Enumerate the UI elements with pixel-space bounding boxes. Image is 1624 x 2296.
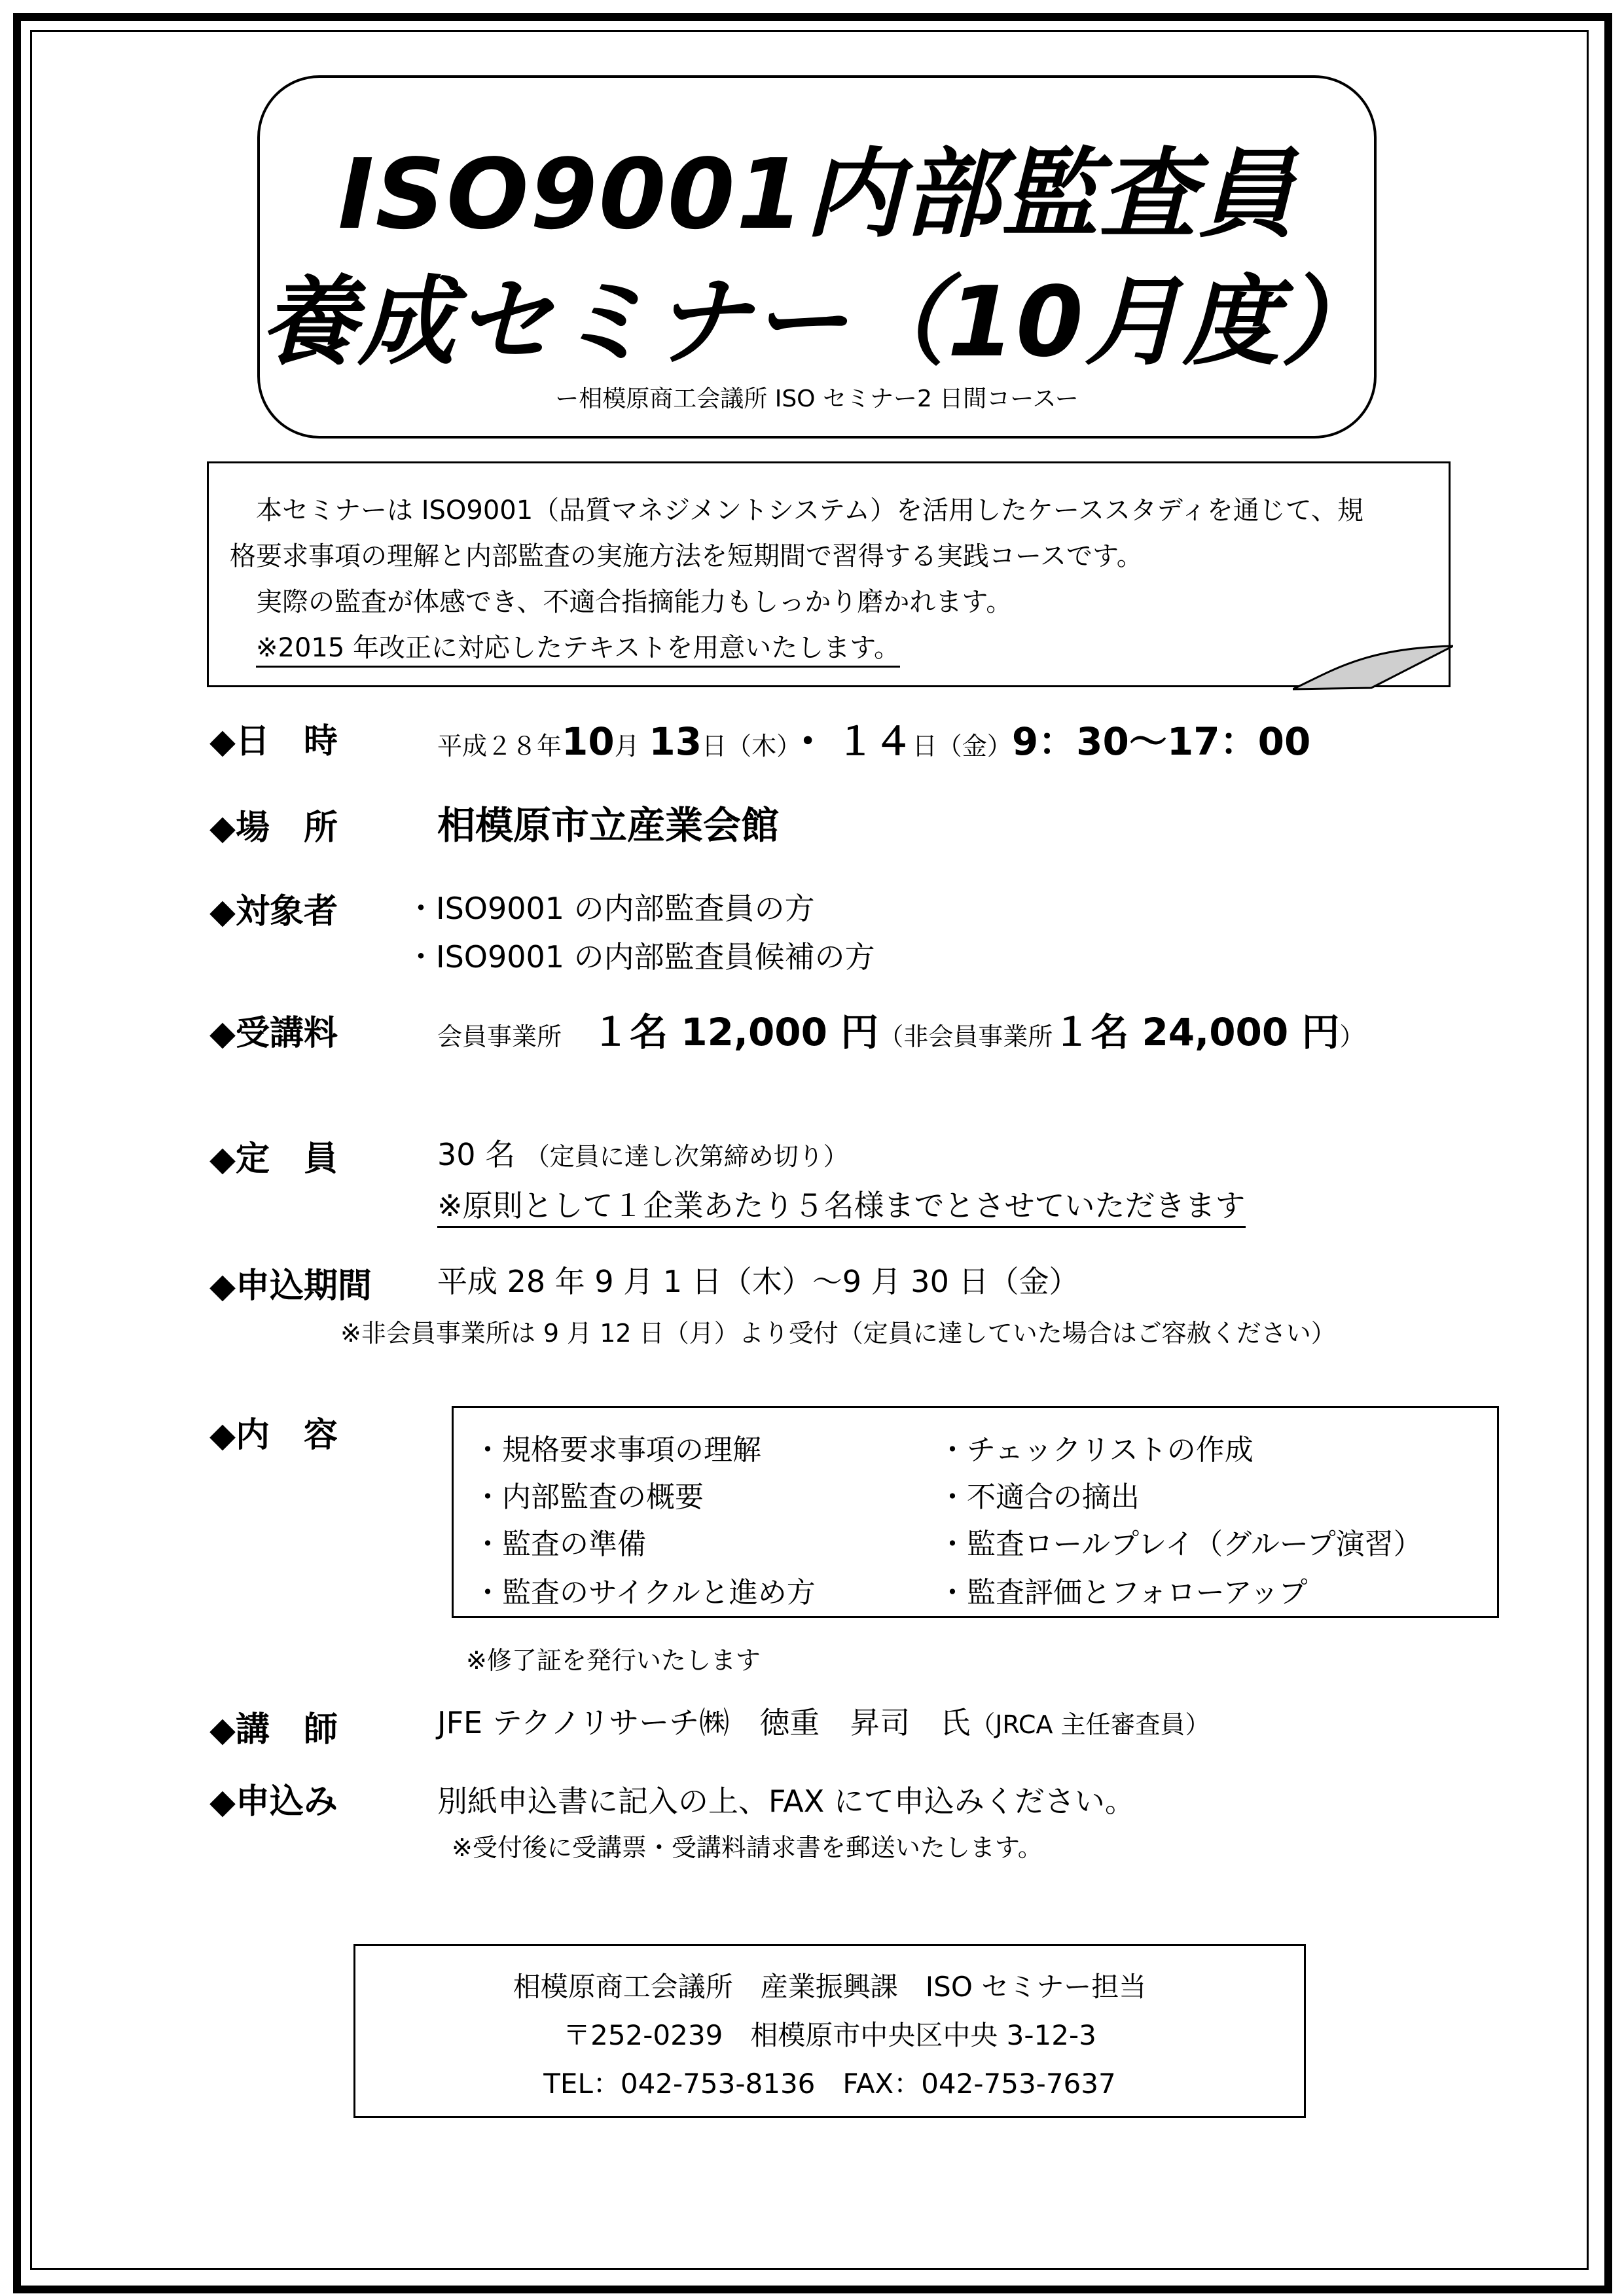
contact-box	[353, 1944, 1306, 2118]
fee-member-label: 会員事業所	[437, 1022, 562, 1051]
intro-line-3: 実際の監査が体感でき、不適合指摘能力もしっかり磨かれます。	[256, 587, 1013, 617]
capacity-count: 30 名	[437, 1137, 516, 1172]
intro-line-4	[256, 627, 900, 664]
venue-label: ◆場 所	[209, 808, 338, 848]
fee-label: ◆受講料	[209, 1014, 338, 1053]
capacity-label: ◆定 員	[209, 1139, 338, 1179]
instructor-value	[437, 1699, 1210, 1742]
datetime-era: 平成２８年	[437, 732, 562, 761]
title-line-2: 養成セミナー（10月度）	[260, 266, 1379, 378]
capacity-note-2-text: ※原則として１企業あたり５名様までとさせていただきます	[437, 1188, 1246, 1228]
content-item: ・監査ロールプレイ（グループ演習）	[938, 1528, 1422, 1561]
datetime-month-unit: 月	[614, 732, 640, 761]
period-label: ◆申込期間	[209, 1266, 372, 1306]
apply-label: ◆申込み	[209, 1782, 338, 1821]
fee-nonmember-value: １名 24,000 円	[1053, 1010, 1340, 1054]
fee-close-paren: ）	[1339, 1022, 1365, 1051]
content-item: ・内部監査の概要	[473, 1480, 704, 1514]
datetime-label: ◆日 時	[209, 722, 338, 761]
instructor-label: ◆講 師	[209, 1710, 338, 1749]
apply-value: 別紙申込書に記入の上、FAX にて申込みください。	[437, 1784, 1135, 1819]
instructor-note: （JRCA 主任審査員）	[970, 1710, 1210, 1739]
title-box	[257, 75, 1377, 439]
datetime-day2-unit: 日	[912, 732, 937, 761]
target-label: ◆対象者	[209, 892, 338, 931]
intro-box	[207, 461, 1451, 687]
intro-line-4-text: ※2015 年改正に対応したテキストを用意いたします。	[256, 633, 900, 668]
fee-member-value: １名 12,000 円	[592, 1010, 879, 1054]
fee-open-paren: （	[878, 1022, 904, 1051]
venue-value: 相模原市立産業会館	[437, 803, 780, 848]
intro-line-1: 本セミナーは ISO9001（品質マネジメントシステム）を活用したケーススタディを通じて、規	[256, 495, 1363, 526]
capacity-note: （定員に達し次第締め切り）	[524, 1142, 848, 1171]
period-note: ※非会員事業所は 9 月 12 日（月）より受付（定員に達していた場合はご容赦ください）	[340, 1319, 1336, 1348]
datetime-day1-unit: 日	[702, 732, 727, 761]
content-item: ・監査の準備	[473, 1528, 646, 1561]
instructor-name: JFE テクノリサーチ㈱ 徳重 昇司 氏	[437, 1705, 971, 1740]
capacity-value	[437, 1131, 848, 1174]
period-value: 平成 28 年 9 月 1 日（木）〜9 月 30 日（金）	[437, 1264, 1079, 1299]
content-item: ・監査評価とフォローアップ	[938, 1576, 1308, 1609]
datetime-month: 10	[562, 719, 615, 764]
page-curl-icon	[1293, 645, 1453, 691]
capacity-note-2	[437, 1182, 1246, 1225]
intro-line-2: 格要求事項の理解と内部監査の実施方法を短期間で習得する実践コースです。	[230, 541, 1143, 571]
content-box	[452, 1406, 1499, 1618]
datetime-value	[437, 711, 1310, 766]
datetime-dow1: （木）	[727, 732, 789, 761]
datetime-dow2: （金）	[937, 732, 1012, 761]
content-label: ◆内 容	[209, 1416, 338, 1455]
contact-line-3: TEL：042-753-8136 FAX：042-753-7637	[543, 2068, 1116, 2100]
content-item: ・規格要求事項の理解	[473, 1433, 761, 1467]
fee-nonmember-label: 非会員事業所	[903, 1022, 1053, 1051]
datetime-separator: ・	[789, 719, 827, 764]
datetime-time: 9：30〜17：00	[1011, 719, 1311, 764]
contact-line-1: 相模原商工会議所 産業振興課 ISO セミナー担当	[513, 1971, 1147, 2003]
target-item-1: ・ISO9001 の内部監査員の方	[406, 891, 815, 926]
target-item-2: ・ISO9001 の内部監査員候補の方	[406, 939, 875, 975]
content-item: ・チェックリストの作成	[938, 1433, 1254, 1467]
content-item: ・監査のサイクルと進め方	[473, 1576, 816, 1609]
contact-line-2: 〒252-0239 相模原市中央区中央 3-12-3	[563, 2019, 1096, 2051]
datetime-day1: 13	[649, 719, 702, 764]
apply-note: ※受付後に受講票・受講料請求書を郵送いたします。	[452, 1833, 1043, 1862]
content-item: ・不適合の摘出	[938, 1480, 1140, 1514]
datetime-day2: １４	[836, 719, 912, 764]
content-note: ※修了証を発行いたします	[466, 1646, 761, 1675]
subtitle: ー相模原商工会議所 ISO セミナー2 日間コースー	[555, 386, 1079, 412]
fee-value	[437, 1001, 1364, 1056]
title-line-1: ISO9001内部監査員	[338, 138, 1296, 251]
